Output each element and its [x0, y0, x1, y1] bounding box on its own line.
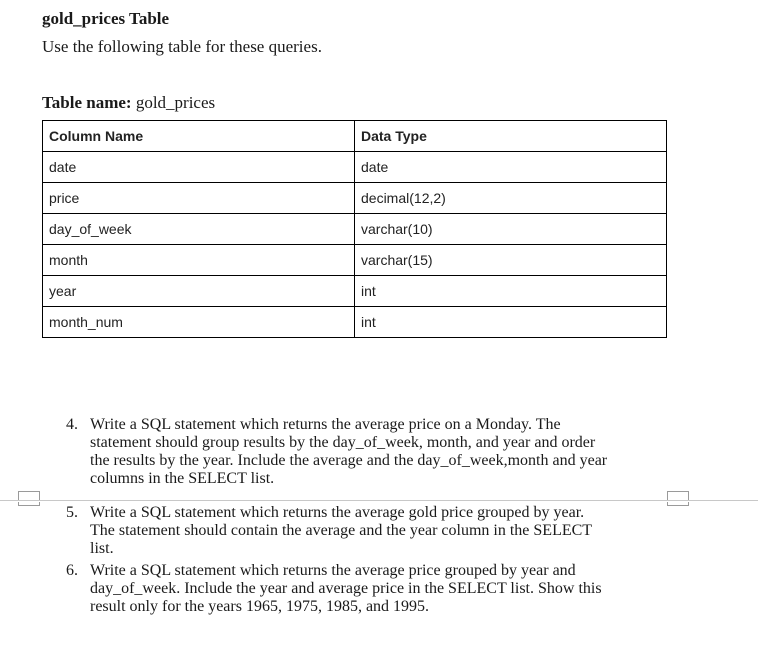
table-name-value: gold_prices — [135, 93, 216, 112]
table-row — [43, 245, 667, 276]
question-text — [90, 416, 666, 488]
data-type-cell: varchar(10) — [355, 214, 667, 245]
page-break-line — [0, 500, 758, 501]
question-line: day_of_week. Include the year and average price in the SELECT list. Show this — [90, 580, 602, 597]
table-row — [43, 307, 667, 338]
question-text — [90, 562, 666, 616]
question-number: 4. — [66, 416, 78, 433]
column-name-cell: price — [43, 183, 355, 214]
table-row — [43, 152, 667, 183]
column-name-cell: date — [43, 152, 355, 183]
data-type-cell: date — [355, 152, 667, 183]
column-name-cell: month_num — [43, 307, 355, 338]
question-line: columns in the SELECT list. — [90, 470, 275, 487]
question-line: Write a SQL statement which returns the average price grouped by year and — [90, 562, 576, 579]
schema-table — [42, 120, 667, 338]
question-text — [90, 504, 666, 558]
right-margin-marker — [667, 491, 689, 500]
column-name-cell: year — [43, 276, 355, 307]
data-type-cell: varchar(15) — [355, 245, 667, 276]
question-line: list. — [90, 540, 114, 557]
question-number: 6. — [66, 562, 78, 579]
table-name-line — [42, 93, 215, 113]
question-line: result only for the years 1965, 1975, 1985, and 1995. — [90, 598, 430, 615]
column-name-cell: day_of_week — [43, 214, 355, 245]
data-type-cell: decimal(12,2) — [355, 183, 667, 214]
question-line: The statement should contain the average and the year column in the SELECT — [90, 522, 593, 539]
data-type-cell: int — [355, 276, 667, 307]
table-row — [43, 214, 667, 245]
page-title: gold_prices Table — [42, 9, 170, 28]
question-line: the results by the year. Include the average and the day_of_week,month and year — [90, 452, 608, 469]
question-number: 5. — [66, 504, 78, 521]
column-header-name: Column Name — [43, 121, 355, 152]
left-margin-marker — [18, 491, 40, 500]
column-name-cell: month — [43, 245, 355, 276]
intro-text: Use the following table for these queries. — [42, 37, 322, 56]
table-name-label: Table name: — [42, 93, 132, 112]
question-line: statement should group results by the day_of_week, month, and year and order — [90, 434, 596, 451]
question-line: Write a SQL statement which returns the average price on a Monday. The — [90, 416, 561, 433]
table-row — [43, 276, 667, 307]
table-header-row — [43, 121, 667, 152]
data-type-cell: int — [355, 307, 667, 338]
question-line: Write a SQL statement which returns the average gold price grouped by year. — [90, 504, 585, 521]
table-row — [43, 183, 667, 214]
column-header-type: Data Type — [355, 121, 667, 152]
